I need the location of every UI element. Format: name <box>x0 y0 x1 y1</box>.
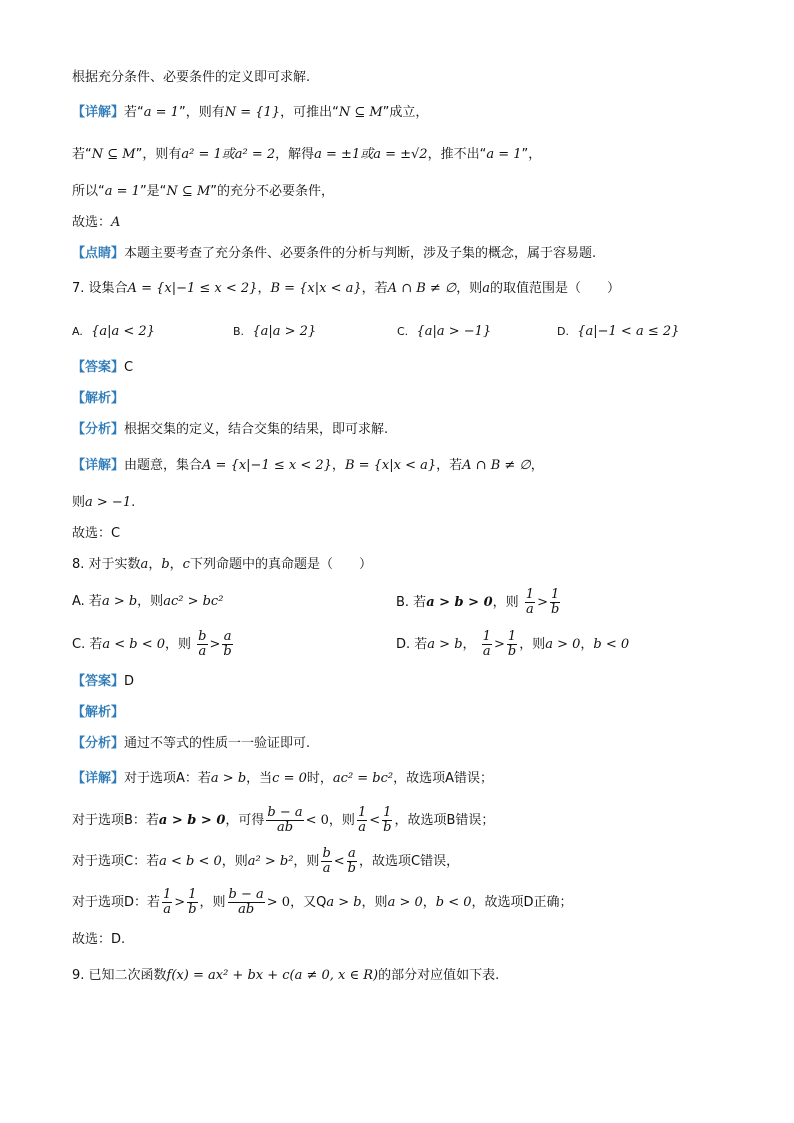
numerator: b <box>322 846 331 861</box>
math: a > 0 <box>387 895 423 910</box>
math: b < 0 <box>435 895 472 910</box>
q8-option-c <box>72 630 235 659</box>
math: a = 1 <box>486 147 522 162</box>
denominator: ab <box>276 820 294 835</box>
math: > 0 <box>266 895 291 910</box>
text: 根据交集的定义，结合交集的结果，即可求解. <box>124 422 389 437</box>
fraction <box>525 588 535 617</box>
text: ”，则有 <box>178 105 225 120</box>
q8-option-a <box>72 592 223 612</box>
fraction <box>321 847 331 876</box>
q6-line-4 <box>72 182 334 202</box>
text: ，故选项A错误； <box>393 771 494 786</box>
text: ，故选项C错误， <box>359 854 460 869</box>
math: B = {x|x < a} <box>270 281 362 296</box>
q6-choice-line <box>72 213 120 233</box>
q8-detail-a <box>72 769 493 789</box>
text: 所以“ <box>72 184 105 199</box>
numerator: 1 <box>507 629 517 644</box>
text: 对于选项D：若 <box>72 895 161 910</box>
option-label: C. <box>397 325 409 338</box>
text: ，若 <box>436 458 463 473</box>
text: ”成立， <box>382 105 429 120</box>
q6-comment-line <box>72 244 596 264</box>
q7-stem <box>72 279 620 299</box>
denominator: a <box>322 861 331 876</box>
text: ， <box>422 895 436 910</box>
text: 若“ <box>72 147 92 162</box>
choice-value: C <box>111 526 121 541</box>
answer-tag: 【答案】 <box>72 674 125 689</box>
text: ，则 <box>293 854 320 869</box>
math: a > b <box>210 771 247 786</box>
fraction <box>162 888 172 917</box>
denominator: a <box>163 902 172 917</box>
question-number: 8. 对于实数 <box>72 557 141 572</box>
math: N = {1} <box>224 105 281 120</box>
numerator: 1 <box>163 887 172 902</box>
q7-fenxi-line <box>72 420 388 440</box>
q8-detail-c <box>72 847 459 877</box>
math: a > b > 0 <box>426 595 493 610</box>
denominator: b <box>507 644 517 659</box>
option-label: C. 若 <box>72 637 103 652</box>
text: ，故选项D正确； <box>471 895 573 910</box>
choice-value: D. <box>111 932 126 947</box>
option-label: B. <box>233 325 245 338</box>
operator: < <box>333 854 345 869</box>
fraction <box>197 630 207 659</box>
math: a > b <box>326 895 362 910</box>
math: A = {x|−1 ≤ x < 2} <box>202 458 332 473</box>
text: 下列命题中的真命题是（ ） <box>189 557 372 572</box>
text: 通过不等式的性质一一验证即可. <box>124 736 311 751</box>
text: ，若 <box>361 281 388 296</box>
q8-detail-d <box>72 888 573 918</box>
option-label: D. 若 <box>396 637 428 652</box>
math: f(x) = ax² + bx + c(a ≠ 0, x ∈ R) <box>166 968 379 983</box>
text-line <box>72 68 310 88</box>
math: a > b <box>101 594 138 609</box>
operator: > <box>174 895 186 910</box>
math: a = ±1或a = ±√2 <box>314 147 428 162</box>
analysis-tag: 【解析】 <box>72 705 125 720</box>
text: ，解得 <box>275 147 315 162</box>
text: 的部分对应值如下表. <box>378 968 500 983</box>
math: a < b < 0 <box>159 854 222 869</box>
math: A ∩ B ≠ ∅ <box>387 281 457 296</box>
math: N ⊆ M <box>338 105 383 120</box>
math: {a|−1 < a ≤ 2} <box>577 324 680 339</box>
text: 对于选项A：若 <box>124 771 211 786</box>
text: ”是“ <box>139 184 167 199</box>
answer-value: D <box>124 674 135 689</box>
option-label: D. <box>557 325 569 338</box>
text: ”， <box>521 147 542 162</box>
numerator: b − a <box>228 887 264 902</box>
text: ，则 <box>165 637 192 652</box>
text: ，则 <box>199 895 226 910</box>
math: a > 0 <box>545 637 581 652</box>
text: 本题主要考查了充分条件、必要条件的分析与判断，涉及子集的概念，属于容易题. <box>124 246 597 261</box>
math: b < 0 <box>593 637 630 652</box>
math: < 0 <box>305 813 329 828</box>
q7-then-line <box>72 493 135 513</box>
numerator: 1 <box>482 629 491 644</box>
fraction <box>222 630 232 659</box>
math: A = {x|−1 ≤ x < 2} <box>127 281 258 296</box>
option-label: A. <box>72 325 83 338</box>
fenxi-tag: 【分析】 <box>72 422 125 437</box>
text: ，则 <box>221 854 248 869</box>
q8-detail-b <box>72 806 494 836</box>
math: A ∩ B ≠ ∅ <box>462 458 531 473</box>
answer-value: C <box>124 360 134 375</box>
text: 若“ <box>124 105 144 120</box>
text: ，则 <box>519 637 546 652</box>
q9-stem <box>72 966 499 986</box>
text: 对于选项C：若 <box>72 854 160 869</box>
text: ，则 <box>328 813 355 828</box>
math: a > b <box>427 637 463 652</box>
denominator: b <box>347 861 356 876</box>
q8-option-b <box>396 588 562 617</box>
fraction <box>482 630 492 659</box>
fraction <box>507 630 517 659</box>
numerator: b <box>198 629 207 644</box>
math: a = 1 <box>143 105 179 120</box>
text: 故选： <box>72 215 112 230</box>
denominator: a <box>526 602 534 617</box>
detail-tag: 【详解】 <box>72 771 125 786</box>
text: ”的充分不必要条件， <box>210 184 335 199</box>
text: 由题意，集合 <box>124 458 203 473</box>
math: {a|a < 2} <box>91 324 155 339</box>
fraction <box>357 806 367 835</box>
math: c <box>182 557 190 572</box>
math: ac² > bc² <box>163 594 224 609</box>
numerator: 1 <box>188 887 197 902</box>
denominator: b <box>550 602 560 617</box>
q8-choice-line <box>72 930 125 950</box>
text: ， <box>580 637 594 652</box>
text: . <box>131 495 136 510</box>
choice-value: A <box>111 215 121 230</box>
text: ， <box>169 557 183 572</box>
text: 故选： <box>72 932 112 947</box>
text: ，则 <box>137 594 164 609</box>
fraction <box>347 847 357 876</box>
text: 对于选项B：若 <box>72 813 159 828</box>
denominator: a <box>482 644 491 659</box>
q7-detail-line <box>72 456 544 476</box>
q7-answer-line <box>72 358 133 378</box>
text: 则 <box>72 495 86 510</box>
q8-option-d <box>396 630 629 659</box>
text: ，又Q <box>290 895 327 910</box>
math: N ⊆ M <box>91 147 136 162</box>
option-label: A. 若 <box>72 594 102 609</box>
q7-option-d <box>557 322 679 342</box>
math: b <box>161 557 170 572</box>
denominator: a <box>198 644 207 659</box>
q7-option-b <box>233 322 316 342</box>
text: ，可推出“ <box>280 105 339 120</box>
text: 故选： <box>72 526 112 541</box>
text: ，故选项B错误； <box>394 813 495 828</box>
math: a² > b² <box>247 854 294 869</box>
math: a = 1 <box>104 184 140 199</box>
text: ， <box>257 281 271 296</box>
q8-fenxi-line <box>72 734 310 754</box>
math: {a|a > 2} <box>252 324 317 339</box>
paragraph-text: 根据充分条件、必要条件的定义即可求解. <box>72 70 311 85</box>
fenxi-tag: 【分析】 <box>72 736 125 751</box>
fraction <box>228 888 265 917</box>
math: ac² = bc² <box>332 771 394 786</box>
math: c = 0 <box>272 771 307 786</box>
numerator: a <box>223 629 232 644</box>
q7-option-a <box>72 322 155 342</box>
operator: > <box>493 637 505 652</box>
text: ，当 <box>246 771 273 786</box>
q6-detail-line <box>72 103 428 123</box>
detail-tag: 【详解】 <box>72 458 125 473</box>
text: ， <box>148 557 162 572</box>
operator: > <box>209 637 221 652</box>
text: ，则 <box>361 895 388 910</box>
text: ”，则有 <box>135 147 182 162</box>
text: ， <box>530 458 544 473</box>
numerator: 1 <box>357 805 367 820</box>
operator: < <box>369 813 381 828</box>
denominator: b <box>188 902 197 917</box>
numerator: a <box>347 846 356 861</box>
fraction <box>187 888 197 917</box>
math: a > −1 <box>85 495 132 510</box>
analysis-tag: 【解析】 <box>72 391 125 406</box>
numerator: b − a <box>267 805 303 820</box>
q8-stem <box>72 555 372 575</box>
math: {a|a > −1} <box>416 324 492 339</box>
text: 的取值范围是（ ） <box>490 281 621 296</box>
math: N ⊆ M <box>166 184 211 199</box>
operator: > <box>537 595 548 610</box>
text: ，推不出“ <box>427 147 487 162</box>
text: ，则 <box>492 595 519 610</box>
math: B = {x|x < a} <box>344 458 437 473</box>
math: a <box>140 557 149 572</box>
question-number: 7. 设集合 <box>72 281 128 296</box>
math: a > b > 0 <box>158 813 226 828</box>
q6-line-3 <box>72 145 541 165</box>
comment-tag: 【点睛】 <box>72 246 125 261</box>
text: ， <box>462 637 476 652</box>
fraction <box>382 806 392 835</box>
text: ，则 <box>456 281 483 296</box>
denominator: a <box>358 820 366 835</box>
question-number: 9. 已知二次函数 <box>72 968 167 983</box>
fraction <box>550 588 560 617</box>
math: a² = 1或a² = 2 <box>181 147 276 162</box>
math: a < b < 0 <box>102 637 166 652</box>
option-label: B. 若 <box>396 595 427 610</box>
denominator: b <box>223 644 232 659</box>
q7-analysis-line <box>72 389 124 409</box>
q7-option-c <box>397 322 491 342</box>
q8-analysis-line <box>72 703 124 723</box>
denominator: b <box>383 820 392 835</box>
numerator: 1 <box>525 587 535 602</box>
q8-answer-line <box>72 672 134 692</box>
denominator: ab <box>238 902 255 917</box>
math: a <box>482 281 491 296</box>
text: 时， <box>306 771 333 786</box>
q7-choice-line <box>72 524 120 544</box>
text: ，可得 <box>225 813 265 828</box>
text: ， <box>331 458 345 473</box>
answer-tag: 【答案】 <box>72 360 125 375</box>
numerator: 1 <box>383 805 392 820</box>
fraction <box>266 806 303 835</box>
detail-tag: 【详解】 <box>72 105 125 120</box>
numerator: 1 <box>551 587 560 602</box>
